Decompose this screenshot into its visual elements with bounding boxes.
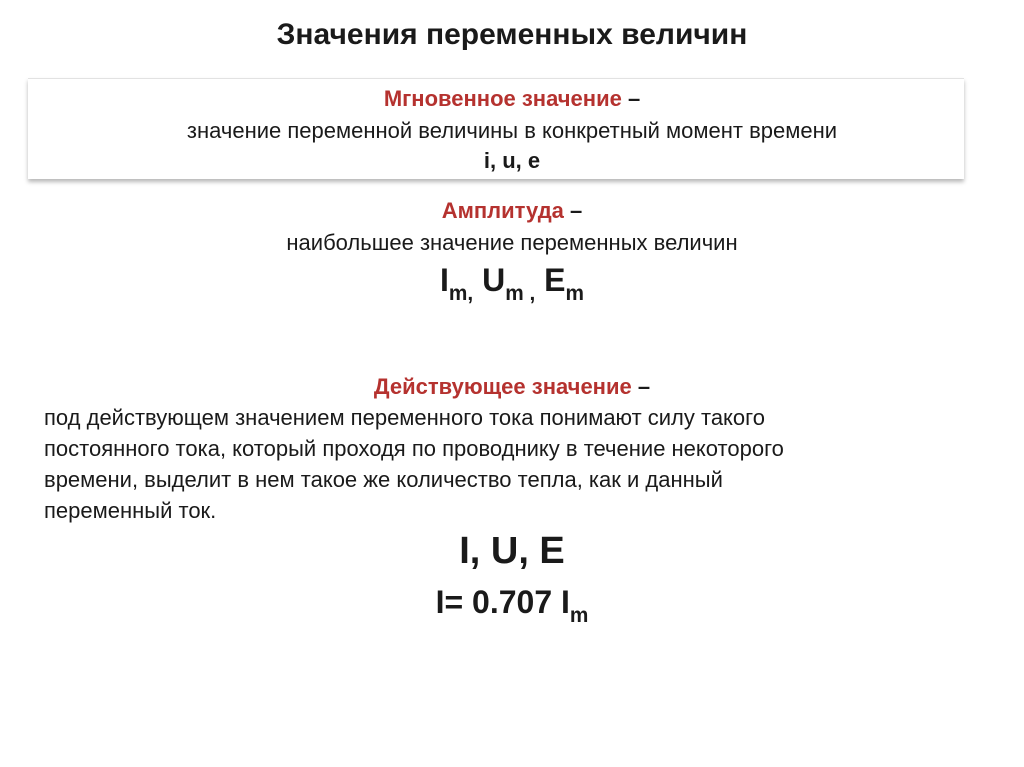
effective-symbols: I, U, E (459, 530, 565, 572)
amplitude-symbol-e-sub: m (565, 282, 584, 306)
amplitude-symbols (0, 262, 1024, 306)
effective-line-1: под действующем значением переменного тока понимают силу такого (44, 405, 765, 430)
effective-heading-line (0, 374, 1024, 400)
amplitude-heading: Амплитуда (441, 198, 564, 223)
effective-definition (44, 402, 944, 526)
effective-heading: Действующее значение (373, 374, 632, 399)
amplitude-description: наибольшее значение переменных величин (286, 230, 738, 255)
amplitude-symbol-e: E (544, 262, 566, 298)
effective-formula-sub: m (569, 604, 589, 628)
effective-dash: – (631, 374, 651, 399)
effective-line-2: постоянного тока, который проходя по проводнику в течение некоторого (44, 436, 784, 461)
effective-line-4: переменный ток. (44, 498, 217, 523)
amplitude-symbol-u-sub: m , (505, 282, 536, 306)
amplitude-symbol-i: I (440, 262, 449, 298)
amplitude-dash: – (563, 198, 583, 223)
amplitude-symbol-i-sub: m, (448, 282, 474, 306)
effective-formula-main: I= 0.707 I (435, 584, 570, 620)
instant-dash: – (621, 86, 641, 111)
instant-heading-line (0, 86, 1024, 112)
effective-formula (0, 584, 1024, 628)
effective-line-3: времени, выделит в нем такое же количество тепла, как и данный (44, 467, 723, 492)
amplitude-symbol-u: U (482, 262, 506, 298)
instant-description: значение переменной величины в конкретный момент времени (186, 118, 838, 143)
amplitude-heading-line (0, 198, 1024, 224)
instant-heading: Мгновенное значение (383, 86, 622, 111)
slide-title: Значения переменных величин (276, 18, 748, 51)
instant-symbols: i, u, e (483, 148, 541, 173)
